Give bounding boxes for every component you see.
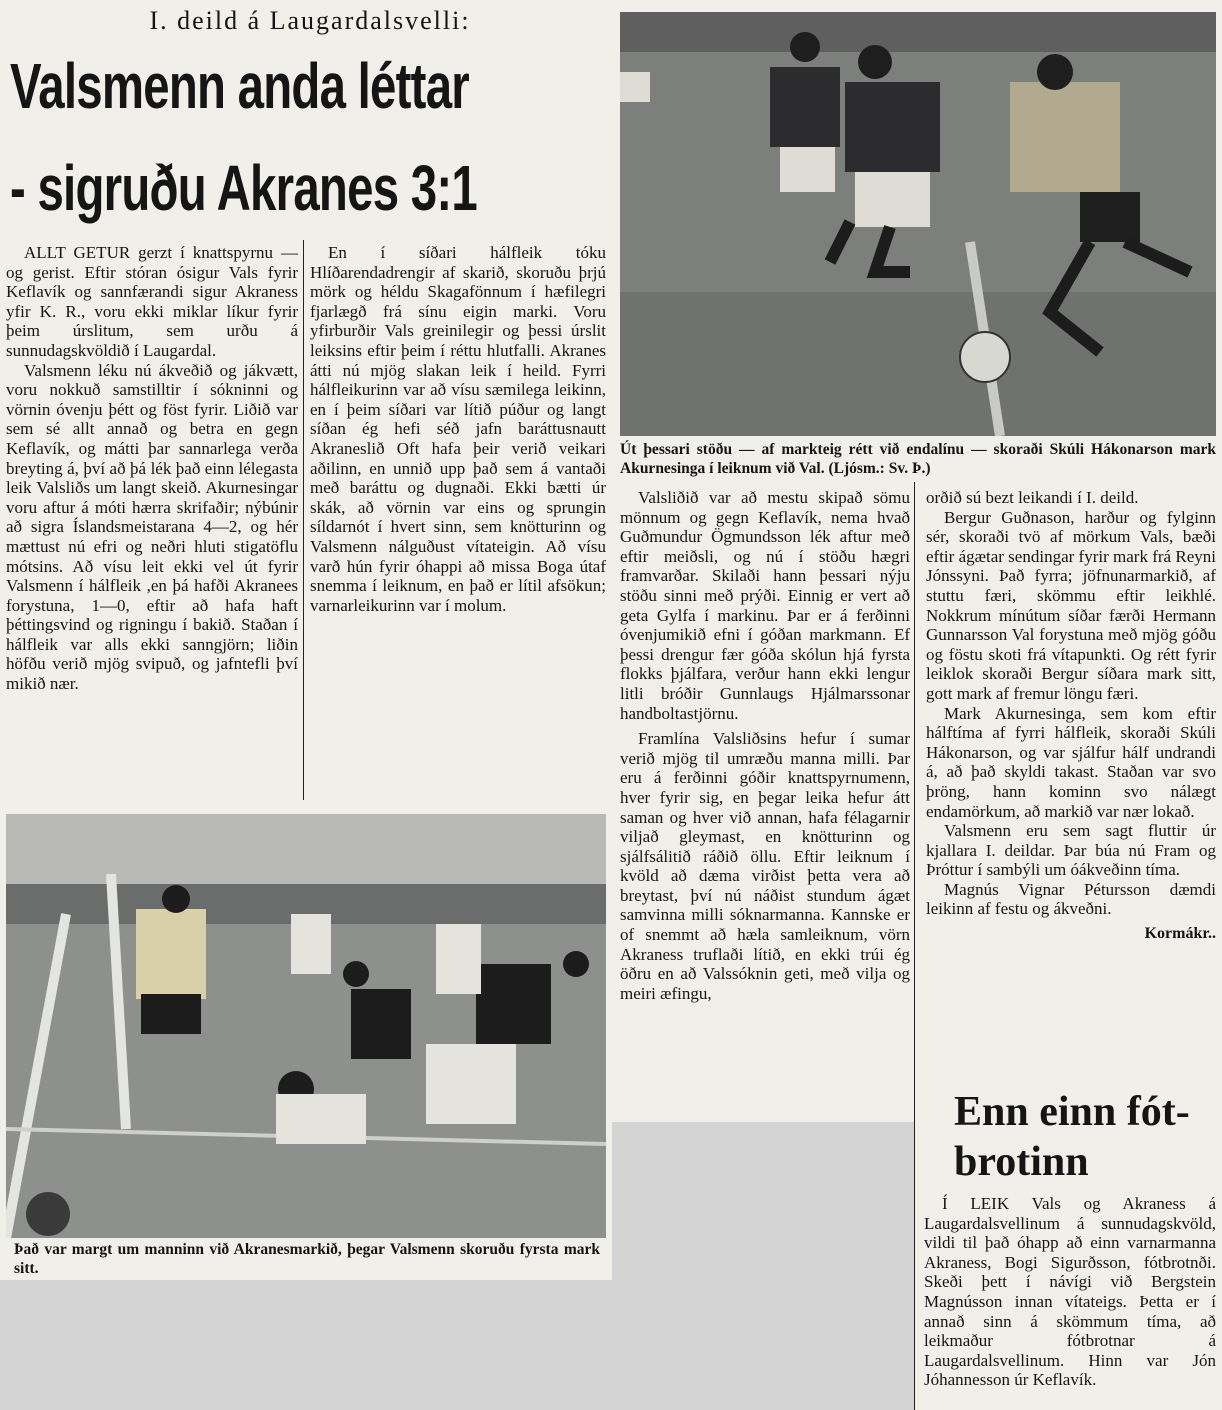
paragraph: ALLT GETUR gerzt í knattspyrnu — og gerist. Eftir stóran ósigur Vals fyrir Keflavík og sannfærandi sigur Akraness yfir K. R., voru ekki miklar líkur fyrir þeim úrslitum, sem urðu á sunnudagskvöldið í Laugardal.	[6, 243, 298, 360]
paragraph: Valsliðið var að mestu skipað sömu mönnum og gegn Keflavík, nema hvað Guðmundur Ögmundsson lék aftur með eftir meiðsli, og nú í stöðu hægri framvarðar. Skilaði hann þessari nýju stöðu sinni með prýði. Einnig er vert að geta Gylfa í markinu. Þar er á ferðinni óvenjumikið efni í góðan markmann. Ef þessi drengur fær góða skólun hjá fyrsta flokks þjálfara, verður hann ekki lengur litli bróðir Gunnlaugs Hjálmarssonar handboltastjörnu.	[620, 488, 910, 723]
column-divider	[914, 1082, 915, 1410]
paragraph: Valsmenn léku nú ákveðið og jákvætt, voru nokkuð samstilltir í sókninni og vörnin óvenju þétt og föst fyrir. Liðið var sem sé allt annað og betra en gegn Keflavík, og mátti þar sannarlega verða breyting á, því að þá lék það einn lélegasta leik Valsliðs um langt skeið. Akurnesingar voru aftur á móti hærra skrifaðir; nýbúnir að sigra Íslandsmeistarana 4—2, og hér mættust nú efri og neðri hluti stigatöflu mótsins. Að vísu leit ekki vel út fyrir Valsmenn í hálfleik ,en þá hafði Akranees forystuna, 1—0, eftir að hafa haft þéttingsvind og rigningu í bakið. Staðan í hálfleik var alls ekki sanngjörn; liðin höfðu verið mjög svipuð, og jafntefli því mikið nær.	[6, 360, 298, 694]
photo-goal-scene	[620, 12, 1216, 436]
headline-line-2: - sigruðu Akranes 3:1	[10, 152, 477, 224]
column-1	[6, 243, 298, 694]
paragraph: orðið sú bezt leikandi í I. deild.	[926, 488, 1139, 507]
paragraph: Magnús Vignar Pétursson dæmdi leikinn af festu og ákveðni.	[926, 879, 1216, 919]
photo-top-block	[612, 0, 1222, 482]
column-divider	[914, 482, 915, 1082]
paragraph: Í LEIK Vals og Akraness á Laugardalsvellinum á sunnudagskvöld, vildi til það óhapp að einn varnarmanna Akraness, Bogi Sigurðsson, fótbrotnði. Skeði þett í návígi við Bergstein Magnússon innan vítateigs. Þetta er í annað sinn á skömmum tíma, að leikmaður fótbrotnar á Laugardalsvellinum. Hinn var Jón Jóhannesson úr Keflavík.	[924, 1194, 1216, 1390]
column-3	[620, 488, 910, 1003]
column-4	[926, 488, 1216, 943]
sidebar-body	[924, 1194, 1216, 1390]
headline-line-1: Valsmenn anda léttar	[10, 50, 469, 122]
sidebar-title-line-1: Enn einn fót-	[954, 1089, 1190, 1135]
photo-goalmouth-scramble	[6, 814, 606, 1238]
photo-top-caption: Út þessari stöðu — af markteig rétt við endalínu — skoraði Skúli Hákonarson mark Akurnesinga í leiknum við Val. (Ljósm.: Sv. Þ.)	[620, 441, 1216, 477]
article-column-3-block	[612, 482, 914, 1122]
column-divider	[303, 240, 304, 800]
photo-bottom-block	[0, 806, 612, 1280]
sidebar-article	[914, 1082, 1222, 1410]
paragraph: En í síðari hálfleik tóku Hlíðarendadrengir af skarið, skoruðu þrjú mörk og héldu Skagafönnum í hæfilegri fjarlægð frá sínu eigin marki. Voru yfirburðir Vals greinilegir og þessi úrslit leiksins eftir þeim í réttu hlutfalli. Akranes átti nú mjög slakan leik í heild. Fyrri hálfleikurinn var að vísu sæmilega leikinn, en í þeim síðari var lítið púður og langt síðan ég hefi séð jafn baráttusnautt Akraneslið Oft hafa þeir verið veikari aðilinn, en unnið upp það sem á vantaði með baráttu og dugnaði. Ekki bætti úr skák, að vörnin var eins og sprungin síldarnót í hvert sinn, sem knötturinn og Valsmenn nálguðust vítateigin. Að vísu varð hún fyrir óhappi að missa Boga útaf snemma í leiknum, en það er lítil afsökun; varnarleikurinn var í molum.	[310, 243, 606, 615]
photo-bottom-caption: Það var margt um manninn við Akranesmarkið, þegar Valsmenn skoruðu fyrsta mark sitt.	[14, 1241, 600, 1277]
article-column-4-block	[914, 482, 1222, 1082]
paragraph: Bergur Guðnason, harður og fylginn sér, skoraði tvö af mörkum Vals, bæði eftir ágætar sendingar fyrir mark frá Reyni Jónssyni. Það fyrra; jöfnunarmarkið, af stuttu færi, skömmu eftir leikhlé. Nokkrum mínútum síðar færði Hermann Gunnarsson Val forystuna með mjög góðu og föstu skoti frá vítapunkti. Og rétt fyrir leiklok skoraði Bergur síðara mark sitt, gott mark af fremur löngu færi.	[926, 507, 1216, 703]
byline: Kormákr..	[1144, 925, 1216, 943]
paragraph: Mark Akurnesinga, sem kom eftir hálftíma af fyrri hálfleik, skoraði Skúli Hákonarson, og var sjálfur hálf undrandi á, að það skyldi takast. Staðan var svo þröng, hann kominn svo nálægt endamörkum, að markið var nær lokað.	[926, 703, 1216, 821]
sidebar-title-line-2: brotinn	[954, 1139, 1089, 1185]
paragraph: Framlína Valsliðsins hefur í sumar verið mjög til umræðu manna milli. Þar eru á ferðinni góðir knattspyrnumenn, hver fyrir sig, en þegar leika hefur átt saman og hver við annan, hafa félagarnir viljað gleymast, en knötturinn og sjálfsálitið ráðið öllu. Eftir leiknum í kvöld að dæma virðist þetta vera að breytast, því nú náðist stundum ágæt samvinna milli sóknarmanna. Kannske er of snemmt að hæla samleiknum, vörn Akraness truflaði lítið, en ekki trúi ég öðru en að Valssóknin geti, með vilja og meiri æfingu,	[620, 729, 910, 1003]
article-left-block	[0, 0, 612, 806]
column-2	[310, 243, 606, 615]
kicker: I. deild á Laugardalsvelli:	[149, 6, 471, 35]
paragraph: Valsmenn eru sem sagt fluttir úr kjallara I. deildar. Þar búa nú Fram og Þróttur í sambýli um óákveðinn tíma.	[926, 821, 1216, 880]
